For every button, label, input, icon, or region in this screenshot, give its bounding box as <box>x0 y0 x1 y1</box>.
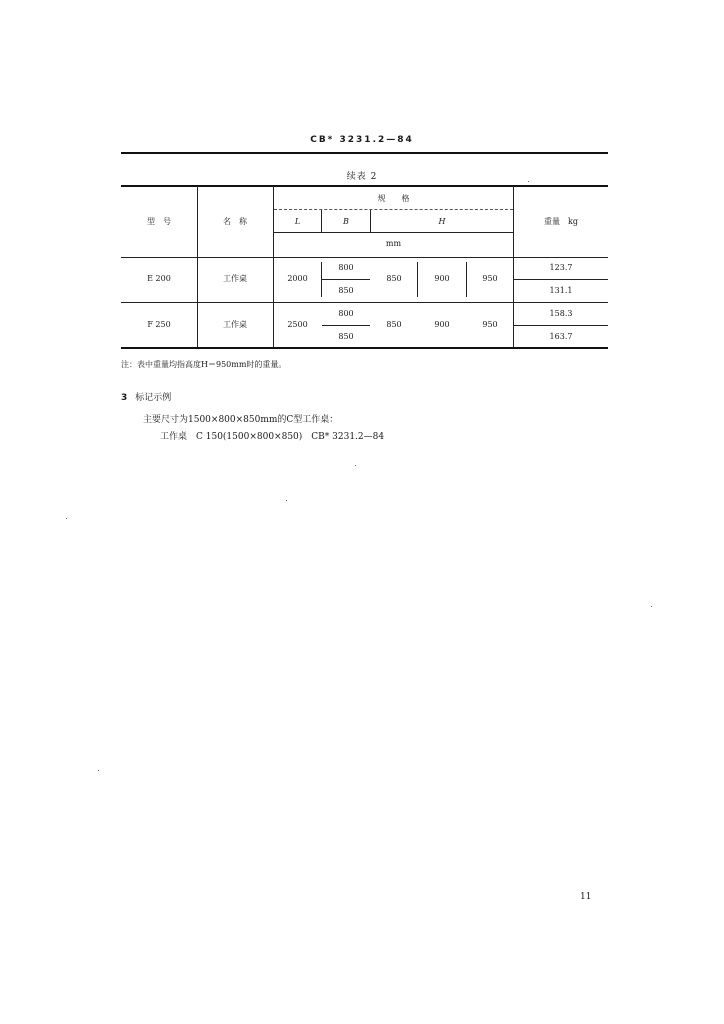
row2-B-split <box>322 325 370 326</box>
header-B: B <box>343 217 349 226</box>
header-spec: 规 格 <box>377 194 410 203</box>
spec-header-rule <box>274 209 513 210</box>
row2-H1: 850 <box>386 320 402 329</box>
section-heading <box>121 390 171 403</box>
header-L: L <box>294 217 301 226</box>
row2-H2: 900 <box>434 320 450 329</box>
table-bottom-rule <box>121 347 608 349</box>
example-marking: 工作桌 C 150(1500×800×850) CB* 3231.2—84 <box>160 432 385 442</box>
dimension-row-rule <box>274 232 513 233</box>
scan-speck <box>651 606 652 607</box>
row1-B-bottom: 850 <box>338 286 354 295</box>
row2-B-bottom: 850 <box>338 332 354 341</box>
header-weight: 重量 kg <box>544 217 578 226</box>
scan-speck <box>66 518 67 519</box>
row1-name: 工作桌 <box>223 274 247 283</box>
row1-weight-split <box>514 279 608 280</box>
section-title: 标记示例 <box>135 393 172 403</box>
row2-weight-bottom: 163.7 <box>549 332 573 341</box>
row1-H-divider <box>466 262 467 297</box>
table-caption: 续表 2 <box>346 172 378 182</box>
table-top-rule <box>121 185 608 187</box>
header-model: 型 号 <box>147 217 171 226</box>
row2-name: 工作桌 <box>223 320 247 329</box>
section-number: 3 <box>121 393 128 403</box>
row2-L: 2500 <box>287 320 308 329</box>
example-description: 主要尺寸为1500×800×850mm的C型工作桌： <box>143 415 339 425</box>
header-rule <box>121 152 608 154</box>
row1-H3: 950 <box>482 274 498 283</box>
row1-model: E 200 <box>147 274 171 283</box>
row1-H1: 850 <box>386 274 402 283</box>
row1-L: 2000 <box>287 274 308 283</box>
row1-B-divider <box>321 262 322 297</box>
header-unit: mm <box>385 239 402 248</box>
row1-B-top: 800 <box>338 263 354 272</box>
row2-H3: 950 <box>482 320 498 329</box>
row1-B-split <box>322 279 370 280</box>
row1-weight-top: 123.7 <box>549 263 573 272</box>
page-number: 11 <box>580 892 592 902</box>
row2-weight-top: 158.3 <box>549 309 573 318</box>
row-separator <box>121 302 608 303</box>
row1-H-divider <box>417 262 418 297</box>
row2-B-top: 800 <box>338 309 354 318</box>
table-note: 注：表中重量均指高度H＝950mm时的重量。 <box>121 360 287 369</box>
scan-speck <box>98 770 99 771</box>
row2-model: F 250 <box>147 320 171 329</box>
scan-speck <box>528 181 529 182</box>
row1-H2: 900 <box>434 274 450 283</box>
document-code: CB* 3231.2—84 <box>310 135 414 145</box>
scan-speck <box>355 465 356 466</box>
scan-speck <box>286 500 287 501</box>
header-bottom-rule <box>121 257 608 258</box>
header-name: 名 称 <box>223 217 247 226</box>
header-H: H <box>438 217 446 226</box>
row2-weight-split <box>514 325 608 326</box>
row1-weight-bottom: 131.1 <box>549 286 573 295</box>
